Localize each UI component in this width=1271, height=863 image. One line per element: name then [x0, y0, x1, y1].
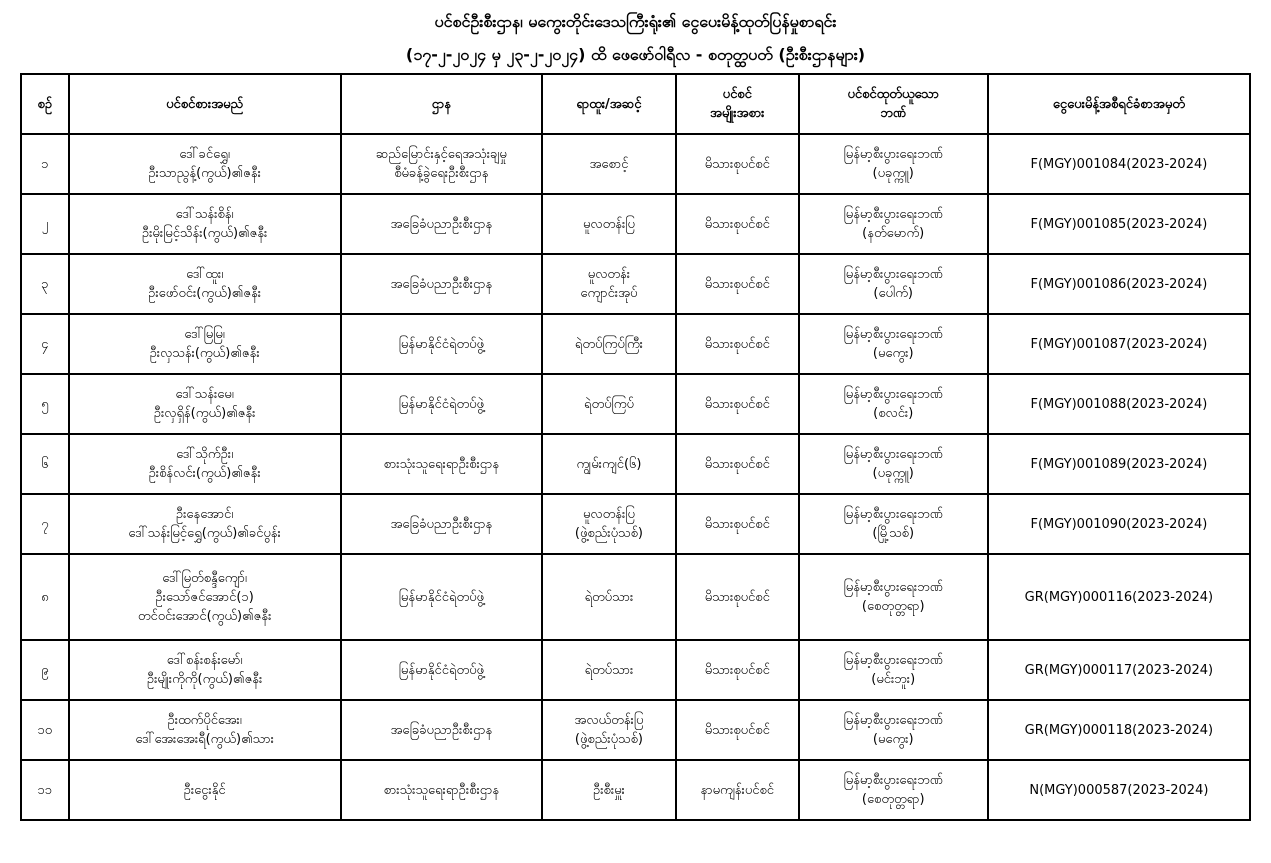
- cell-no: ၁၀: [21, 700, 69, 760]
- cell-department: [341, 640, 542, 700]
- cell-no: ၈: [21, 554, 69, 640]
- cell-pensioner-name: [69, 254, 341, 314]
- cell-text: မြန်မာ့စီးပွားရေးဘဏ်: [843, 387, 943, 402]
- cell-bank: [799, 554, 988, 640]
- cell-text: မိသားစုပင်စင်: [704, 336, 770, 352]
- cell-text: ကျွမ်းကျင်(၆): [576, 456, 642, 472]
- table-row: [21, 700, 1250, 760]
- cell-text: မူလတန်းပြ: [582, 507, 635, 522]
- cell-pensioner-name: [69, 640, 341, 700]
- cell-text: (ဖွဲ့စည်းပုံသစ်): [574, 526, 643, 541]
- cell-no: ၁၁: [21, 760, 69, 820]
- cell-text: ဒေါ်မြတ်စန္ဒီကျော်၊: [162, 570, 247, 586]
- cell-text: စားသုံးသူရေးရာဦးစီးဌာန: [383, 456, 500, 472]
- cell-bank: [799, 134, 988, 194]
- cell-text: မိသားစုပင်စင်: [704, 456, 770, 472]
- cell-text: ဦးနေအောင်၊: [175, 507, 234, 522]
- cell-position: [542, 494, 676, 554]
- cell-text: ဒေါ်ခင်ရွှေ၊: [179, 147, 230, 162]
- cell-department: [341, 554, 542, 640]
- cell-text: ဒေါ်အေးအေးရီ(ကွယ်)၏သား: [135, 732, 274, 747]
- cell-bank: [799, 254, 988, 314]
- cell-department: [341, 760, 542, 820]
- header-text: ပင်စင်စားအမည်: [166, 96, 244, 112]
- cell-cheque-no: GR(MGY)000116(2023-2024): [988, 554, 1250, 640]
- cell-text: ဦးလှသန်း(ကွယ်)၏ဇနီး: [149, 346, 260, 361]
- cell-position: [542, 134, 676, 194]
- table-row: [21, 640, 1250, 700]
- cell-text: (မကွေး): [872, 732, 914, 747]
- cell-text: ရဲတပ်သား: [584, 662, 634, 678]
- cell-text: မိသားစုပင်စင်: [704, 722, 770, 738]
- header-no: [21, 74, 69, 134]
- cell-text: မိသားစုပင်စင်: [704, 589, 770, 605]
- table-row: [21, 194, 1250, 254]
- table-row: [21, 434, 1250, 494]
- header-text: ဌာန: [431, 96, 451, 112]
- header-cheque-no: [988, 74, 1250, 134]
- cell-pension-type: [676, 254, 799, 314]
- cell-pension-type: [676, 314, 799, 374]
- cell-text: ဦးစီးမှူး: [593, 782, 625, 798]
- header-name: [69, 74, 341, 134]
- cell-text: (ပခုက္ကူ): [872, 466, 914, 481]
- header-text: ဘဏ်: [880, 106, 907, 121]
- cell-text: မိသားစုပင်စင်: [704, 516, 770, 532]
- cell-text: (စလင်း): [873, 406, 914, 421]
- cell-text: မြန်မာ့စီးပွားရေးဘဏ်: [843, 147, 943, 162]
- cell-position: [542, 760, 676, 820]
- cell-text: တင်ဝင်းအောင်(ကွယ်)၏ဇနီး: [137, 608, 272, 624]
- cell-pension-type: [676, 640, 799, 700]
- cell-no: ၁: [21, 134, 69, 194]
- cell-text: ဦးသော်ဇင်အောင်(၁): [155, 589, 254, 605]
- cell-text: မြန်မာ့စီးပွားရေးဘဏ်: [843, 327, 943, 342]
- cell-position: [542, 640, 676, 700]
- cell-pensioner-name: [69, 434, 341, 494]
- cell-department: [341, 134, 542, 194]
- header-pension-type: [676, 74, 799, 134]
- cell-pensioner-name: [69, 760, 341, 820]
- cell-text: ဦးစိန်လင်း(ကွယ်)၏ဇနီး: [148, 466, 261, 481]
- cell-bank: [799, 700, 988, 760]
- cell-cheque-no: F(MGY)001088(2023-2024): [988, 374, 1250, 434]
- cell-pension-type: [676, 700, 799, 760]
- cell-text: ဒေါ်ထူး၊: [186, 267, 224, 282]
- cell-bank: [799, 194, 988, 254]
- cell-no: ၅: [21, 374, 69, 434]
- document-title: [0, 0, 1271, 65]
- cell-text: (မြို့သစ်): [872, 526, 915, 541]
- header-text: ပင်စင်ထုတ်ယူသော: [847, 87, 939, 102]
- cell-text: မြန်မာ့စီးပွားရေးဘဏ်: [843, 447, 943, 462]
- cell-pensioner-name: [69, 134, 341, 194]
- table-header: [21, 74, 1250, 134]
- cell-text: ဒေါ်သန်းစိန်၊: [175, 207, 234, 222]
- table-body: [21, 134, 1250, 820]
- cell-text: အလယ်တန်းပြ: [574, 713, 644, 728]
- cell-pension-type: [676, 494, 799, 554]
- cell-pension-type: [676, 194, 799, 254]
- cell-no: ၃: [21, 254, 69, 314]
- cell-bank: [799, 760, 988, 820]
- cell-text: အစောင့်: [589, 156, 629, 172]
- header-text: ပင်စင်: [722, 87, 752, 102]
- cell-text: ဦးလှရှိန်(ကွယ်)၏ဇနီး: [153, 406, 256, 421]
- cell-text: ရဲတပ်ကြပ်ကြီး: [574, 336, 643, 352]
- cell-pensioner-name: [69, 554, 341, 640]
- cell-text: ဒေါ်သိုက်ဦး၊: [176, 447, 234, 462]
- cell-pensioner-name: [69, 700, 341, 760]
- cell-pension-type: [676, 134, 799, 194]
- cell-position: [542, 254, 676, 314]
- cell-text: ရဲတပ်ကြပ်: [584, 396, 634, 412]
- header-position: [542, 74, 676, 134]
- header-department: [341, 74, 542, 134]
- cell-pensioner-name: [69, 194, 341, 254]
- cell-text: ဦးထက်ပိုင်အေး၊: [167, 713, 242, 728]
- cell-pension-type: [676, 434, 799, 494]
- header-bank: [799, 74, 988, 134]
- cell-text: ဆည်မြောင်းနှင့်ရေအသုံးချမှု: [375, 147, 507, 162]
- cell-text: မူလတန်း: [587, 267, 631, 282]
- cell-text: (ပေါက်): [873, 286, 914, 301]
- cell-position: [542, 374, 676, 434]
- cell-no: ၂: [21, 194, 69, 254]
- cell-position: [542, 314, 676, 374]
- cell-text: အခြေခံပညာဦးစီးဌာန: [390, 216, 493, 232]
- cell-no: ၉: [21, 640, 69, 700]
- cell-cheque-no: GR(MGY)000118(2023-2024): [988, 700, 1250, 760]
- cell-department: [341, 700, 542, 760]
- cell-text: ဒေါ်သန်းမေ၊: [175, 387, 234, 402]
- header-row: [21, 74, 1250, 134]
- cell-bank: [799, 494, 988, 554]
- cell-text: မိသားစုပင်စင်: [704, 156, 770, 172]
- cell-text: မြန်မာ့စီးပွားရေးဘဏ်: [843, 267, 943, 282]
- cell-cheque-no: N(MGY)000587(2023-2024): [988, 760, 1250, 820]
- cell-department: [341, 374, 542, 434]
- cell-department: [341, 434, 542, 494]
- table-row: [21, 134, 1250, 194]
- cell-cheque-no: GR(MGY)000117(2023-2024): [988, 640, 1250, 700]
- cell-text: (မကွေး): [872, 346, 914, 361]
- cell-pension-type: [676, 760, 799, 820]
- cell-text: ဦးငွေးနိုင်: [183, 782, 226, 798]
- cell-text: မြန်မာ့စီးပွားရေးဘဏ်: [843, 507, 943, 522]
- table-row: [21, 254, 1250, 314]
- table-row: [21, 374, 1250, 434]
- cell-text: ဒေါ်စန်းစန်းမော်၊: [166, 653, 243, 668]
- cell-text: အခြေခံပညာဦးစီးဌာန: [390, 722, 493, 738]
- cell-text: စီမံခန့်ခွဲရေးဦးစီးဌာန: [394, 166, 489, 181]
- cell-bank: [799, 314, 988, 374]
- cell-position: [542, 194, 676, 254]
- table-row: [21, 494, 1250, 554]
- cell-text: မြန်မာ့စီးပွားရေးဘဏ်: [843, 773, 943, 788]
- pension-table: [20, 73, 1251, 821]
- title-line-2: (၁၇-၂-၂၀၂၄ မှ ၂၃-၂-၂၀၂၄) ထိ ဖေဖော်ဝါရီလ - စတုတ္ထပတ် (ဦးစီးဌာနများ): [405, 45, 866, 64]
- header-text: အမျိုးအစား: [710, 106, 765, 121]
- cell-position: [542, 554, 676, 640]
- cell-cheque-no: F(MGY)001090(2023-2024): [988, 494, 1250, 554]
- cell-no: ၆: [21, 434, 69, 494]
- cell-text: ဦးမိုးမြင့်သိန်း(ကွယ်)၏ဇနီး: [141, 226, 268, 241]
- cell-text: မိသားစုပင်စင်: [704, 216, 770, 232]
- cell-text: (ဖွဲ့စည်းပုံသစ်): [574, 732, 643, 747]
- cell-text: မိသားစုပင်စင်: [704, 662, 770, 678]
- cell-text: (မင်းဘူး): [871, 672, 916, 687]
- cell-text: ရဲတပ်သား: [584, 589, 634, 605]
- cell-department: [341, 194, 542, 254]
- header-text: ရာထူး/အဆင့်: [576, 96, 642, 112]
- cell-bank: [799, 640, 988, 700]
- cell-cheque-no: F(MGY)001087(2023-2024): [988, 314, 1250, 374]
- cell-department: [341, 254, 542, 314]
- cell-pensioner-name: [69, 314, 341, 374]
- cell-text: နာမကျန်းပင်စင်: [700, 782, 774, 798]
- cell-position: [542, 434, 676, 494]
- cell-text: စားသုံးသူရေးရာဦးစီးဌာန: [383, 782, 500, 798]
- table-row: [21, 554, 1250, 640]
- cell-no: ၄: [21, 314, 69, 374]
- cell-text: အခြေခံပညာဦးစီးဌာန: [390, 276, 493, 292]
- cell-text: ဒေါ်သန်းမြင့်ရွှေ(ကွယ်)၏ခင်ပွန်း: [128, 526, 281, 541]
- header-text: စဉ်: [37, 96, 53, 112]
- cell-text: ကျောင်းအုပ်: [580, 286, 638, 301]
- cell-text: ဒေါ်မြမြ၊: [184, 327, 225, 342]
- cell-text: မြန်မာ့စီးပွားရေးဘဏ်: [843, 580, 943, 595]
- table-row: [21, 760, 1250, 820]
- cell-text: မြန်မာ့စီးပွားရေးဘဏ်: [843, 653, 943, 668]
- cell-pensioner-name: [69, 494, 341, 554]
- cell-text: မူလတန်းပြ: [582, 216, 635, 232]
- cell-text: ဦးဖော်ဝင်း(ကွယ်)၏ဇနီး: [148, 286, 262, 301]
- cell-text: ဦးသာညွန့်(ကွယ်)၏ဇနီး: [148, 166, 261, 181]
- cell-text: မြန်မာနိုင်ငံရဲတပ်ဖွဲ့: [398, 336, 484, 352]
- cell-department: [341, 314, 542, 374]
- header-text: ငွေပေးမိန့်အစီရင်ခံစာအမှတ်: [1052, 96, 1185, 112]
- cell-pensioner-name: [69, 374, 341, 434]
- cell-text: (ပခုက္ကူ): [872, 166, 914, 181]
- table-row: [21, 314, 1250, 374]
- cell-pension-type: [676, 374, 799, 434]
- cell-text: မိသားစုပင်စင်: [704, 276, 770, 292]
- cell-text: မိသားစုပင်စင်: [704, 396, 770, 412]
- cell-pension-type: [676, 554, 799, 640]
- cell-no: ၇: [21, 494, 69, 554]
- cell-text: မြန်မာ့စီးပွားရေးဘဏ်: [843, 207, 943, 222]
- cell-text: (စေတုတ္တရာ): [861, 792, 925, 807]
- cell-position: [542, 700, 676, 760]
- cell-cheque-no: F(MGY)001086(2023-2024): [988, 254, 1250, 314]
- cell-text: မြန်မာ့စီးပွားရေးဘဏ်: [843, 713, 943, 728]
- cell-text: အခြေခံပညာဦးစီးဌာန: [390, 516, 493, 532]
- cell-cheque-no: F(MGY)001084(2023-2024): [988, 134, 1250, 194]
- cell-bank: [799, 374, 988, 434]
- cell-text: (နတ်မောက်): [862, 226, 925, 241]
- cell-cheque-no: F(MGY)001089(2023-2024): [988, 434, 1250, 494]
- title-line-1: ပင်စင်ဦးစီးဌာန၊ မကွေးတိုင်းဒေသကြီးရုံး၏ ငွေပေးမိန့်ထုတ်ပြန်မှုစာရင်း: [434, 12, 837, 31]
- cell-text: (စေတုတ္တရာ): [861, 599, 925, 614]
- cell-text: မြန်မာနိုင်ငံရဲတပ်ဖွဲ့: [398, 662, 484, 678]
- cell-text: ဦးမျိုးကိုကို(ကွယ်)၏ဇနီး: [146, 672, 263, 687]
- cell-bank: [799, 434, 988, 494]
- cell-cheque-no: F(MGY)001085(2023-2024): [988, 194, 1250, 254]
- cell-text: မြန်မာနိုင်ငံရဲတပ်ဖွဲ့: [398, 396, 484, 412]
- cell-department: [341, 494, 542, 554]
- cell-text: မြန်မာနိုင်ငံရဲတပ်ဖွဲ့: [398, 589, 484, 605]
